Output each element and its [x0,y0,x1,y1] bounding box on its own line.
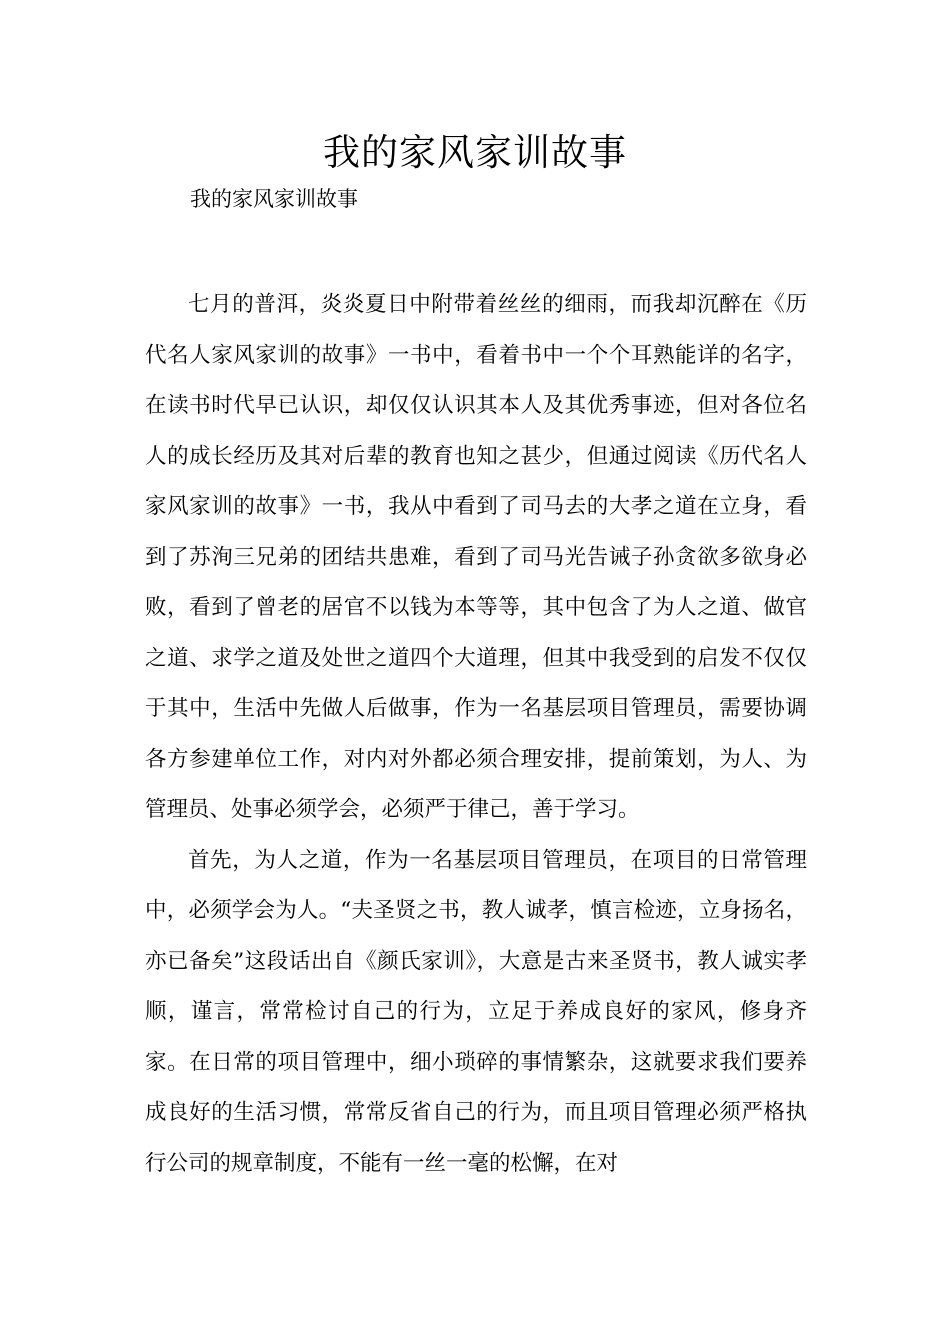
paragraph-2: 首先，为人之道，作为一名基层项目管理员，在项目的日常管理中，必须学会为人。“夫圣贤之书，教人诚孝，慎言检迹，立身扬名，亦已备矣”这段话出自《颜氏家训》，大意是古来圣贤书，教人诚实孝顺，谨言，常常检讨自己的行为，立足于养成良好的家风，修身齐家。在日常的项目管理中，细小琐碎的事情繁杂，这就要求我们要养成良好的生活习惯，常常反省自己的行为，而且项目管理必须严格执行公司的规章制度，不能有一丝一毫的松懈，在对 [145,847,807,1176]
paragraph-1: 七月的普洱，炎炎夏日中附带着丝丝的细雨，而我却沉醉在《历代名人家风家训的故事》一书中，看着书中一个个耳熟能详的名字，在读书时代早已认识，却仅仅认识其本人及其优秀事迹，但对各位名人的成长经历及其对后辈的教育也知之甚少，但通过阅读《历代名人家风家训的故事》一书，我从中看到了司马去的大孝之道在立身，看到了苏洵三兄弟的团结共患难，看到了司马光告诫子孙贪欲多欲身必败，看到了曾老的居官不以钱为本等等，其中包含了为人之道、做官之道、求学之道及处世之道四个大道理，但其中我受到的启发不仅仅于其中，生活中先做人后做事，作为一名基层项目管理员，需要协调各方参建单位工作，对内对外都必须合理安排，提前策划，为人、为管理员、处事必须学会，必须严于律己，善于学习。 [145,292,807,822]
document-subtitle: 我的家风家训故事 [190,187,358,211]
document-body [145,280,807,1189]
document-title: 我的家风家训故事 [323,131,627,174]
